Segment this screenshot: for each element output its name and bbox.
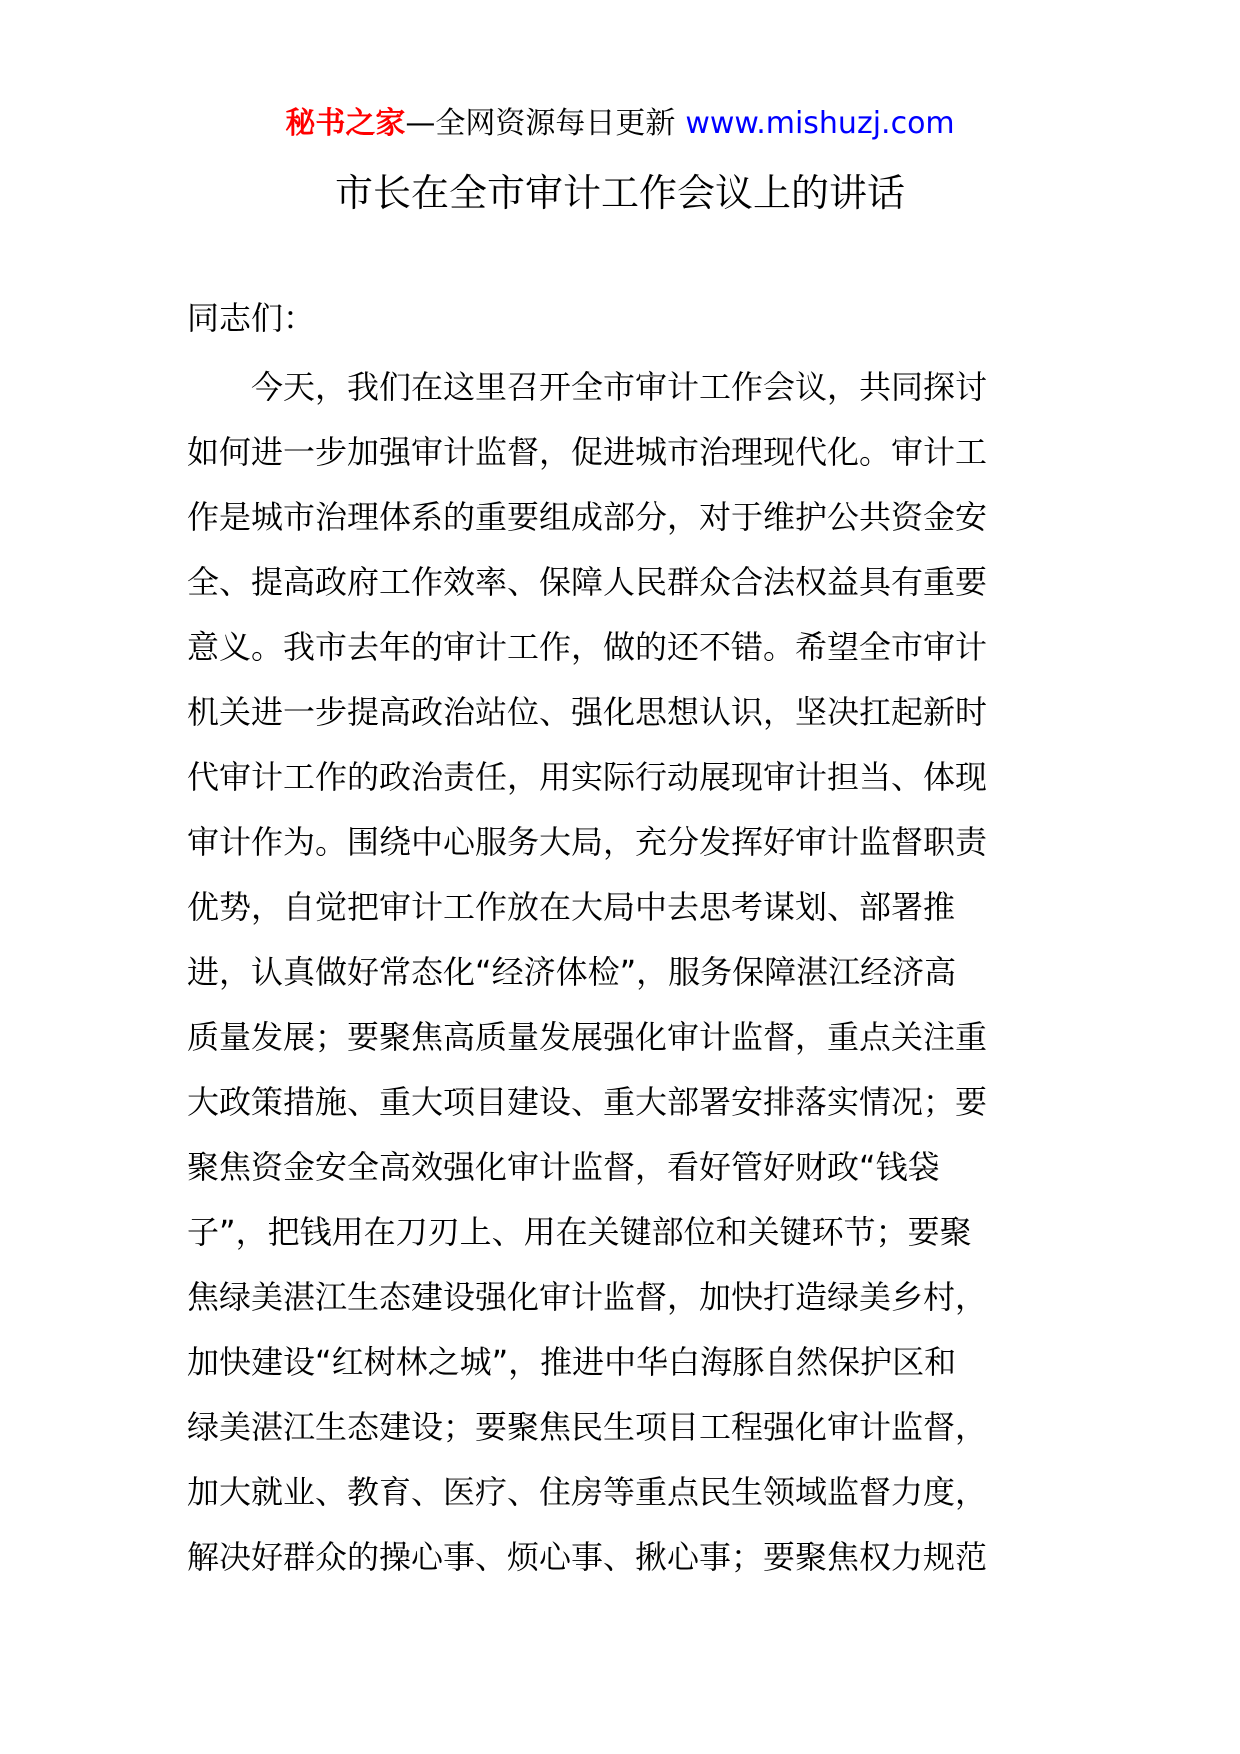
body-line: 作是城市治理体系的重要组成部分，对于维护公共资金安	[187, 498, 988, 536]
body-line: 焦绿美湛江生态建设强化审计监督，加快打造绿美乡村，	[187, 1278, 988, 1316]
body-line: 全、提高政府工作效率、保障人民群众合法权益具有重要	[187, 563, 988, 601]
body-line: 代审计工作的政治责任，用实际行动展现审计担当、体现	[187, 758, 988, 796]
body-line: 加大就业、教育、医疗、住房等重点民生领域监督力度，	[187, 1473, 988, 1511]
body-line: 意义。我市去年的审计工作，做的还不错。希望全市审计	[187, 628, 988, 666]
body-line: 审计作为。围绕中心服务大局，充分发挥好审计监督职责	[187, 823, 988, 861]
body-line: 机关进一步提高政治站位、强化思想认识，坚决扛起新时	[187, 693, 988, 731]
site-url-link[interactable]: www.mishuzj.com	[685, 106, 955, 141]
body-line: 加快建设“红树林之城”，推进中华白海豚自然保护区和	[187, 1343, 957, 1381]
body-line: 今天，我们在这里召开全市审计工作会议，共同探讨	[251, 368, 988, 406]
salutation: 同志们：	[187, 299, 316, 337]
body-line: 进，认真做好常态化“经济体检”，服务保障湛江经济高	[187, 953, 957, 991]
body-line: 质量发展；要聚焦高质量发展强化审计监督，重点关注重	[187, 1018, 988, 1056]
document-title: 市长在全市审计工作会议上的讲话	[334, 171, 905, 215]
body-line: 聚焦资金安全高效强化审计监督，看好管好财政“钱袋	[187, 1148, 940, 1186]
header-slogan: —全网资源每日更新	[405, 106, 676, 141]
body-line: 绿美湛江生态建设；要聚焦民生项目工程强化审计监督，	[187, 1408, 988, 1446]
brand-name: 秘书之家	[285, 106, 406, 141]
body-line: 如何进一步加强审计监督，促进城市治理现代化。审计工	[187, 433, 988, 471]
body-line: 解决好群众的操心事、烦心事、揪心事；要聚焦权力规范	[187, 1538, 988, 1576]
body-line: 大政策措施、重大项目建设、重大部署安排落实情况；要	[187, 1083, 988, 1121]
body-line: 优势，自觉把审计工作放在大局中去思考谋划、部署推	[187, 888, 956, 926]
site-header	[0, 104, 1240, 144]
body-paragraph	[187, 355, 1057, 1590]
body-line: 子”，把钱用在刀刃上、用在关键部位和关键环节；要聚	[187, 1213, 972, 1251]
